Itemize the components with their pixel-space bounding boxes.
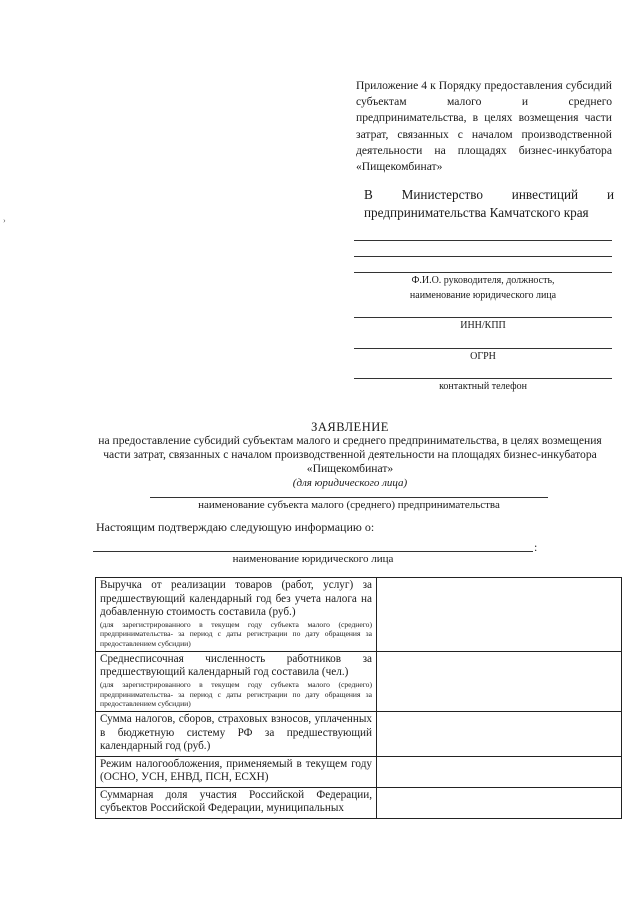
- legal-entity-line[interactable]: [93, 551, 533, 552]
- phone-line[interactable]: [354, 378, 612, 379]
- statement-block: [78, 420, 622, 490]
- table-row: [96, 712, 622, 757]
- answer-cell-revenue[interactable]: [377, 578, 622, 652]
- statement-title: ЗАЯВЛЕНИЕ: [311, 420, 389, 434]
- head-caption: Ф.И.О. руководителя, должность,: [411, 275, 555, 286]
- question-text: Режим налогообложения, применяемый в текущем году (ОСНО, УСН, ЕНВД, ПСН, ЕСХН): [100, 757, 372, 784]
- question-note: (для зарегистрированного в текущем году субъекта малого (среднего) предпринимательства- за период с даты регистрации по дату обращения за предоставлением субсидии): [100, 679, 372, 709]
- statement-line-2: части затрат, связанных с началом производственной деятельности на площадях бизнес-инкубатора: [103, 448, 597, 461]
- margin-mark: ›: [3, 216, 6, 225]
- statement-line-3: «Пищекомбинат»: [306, 462, 394, 475]
- question-note: (для зарегистрированного в текущем году субъекта малого (среднего) предпринимательства- за период с даты регистрации по дату обращения за предоставлением субсидии): [100, 619, 372, 649]
- answer-cell-tax-regime[interactable]: [377, 756, 622, 787]
- question-text: Суммарная доля участия Российской Федерации, субъектов Российской Федерации, муниципальных: [100, 788, 372, 815]
- table-row: [96, 578, 622, 652]
- ogrn-line[interactable]: [354, 348, 612, 349]
- ogrn-caption: ОГРН: [470, 351, 496, 362]
- question-cell: [96, 651, 377, 711]
- annex-header: Приложение 4 к Порядку предоставления субсидий субъектам малого и среднего предпринимательства, в целях возмещения части затрат, связанных с началом производственной деятельности на площадях бизнес-инкубатора «Пищекомбинат»: [356, 79, 612, 174]
- question-cell: [96, 756, 377, 787]
- table-row: [96, 756, 622, 787]
- question-cell: [96, 712, 377, 757]
- subject-caption: наименование субъекта малого (среднего) предпринимательства: [198, 499, 500, 511]
- applicant-line-3[interactable]: [354, 272, 612, 273]
- inn-line[interactable]: [354, 317, 612, 318]
- statement-line-1: на предоставление субсидий субъектам малого и среднего предпринимательства, в целях возмещения: [98, 434, 602, 447]
- question-text: Выручка от реализации товаров (работ, услуг) за предшествующий календарный год без учета налога на добавленную стоимость составила (руб.): [100, 579, 372, 618]
- answer-cell-headcount[interactable]: [377, 651, 622, 711]
- legal-entity-caption: наименование юридического лица: [232, 553, 394, 565]
- question-cell: [96, 787, 377, 818]
- info-table: [95, 577, 622, 819]
- statement-note: (для юридического лица): [292, 477, 408, 489]
- answer-cell-state-share[interactable]: [377, 787, 622, 818]
- table-row: [96, 651, 622, 711]
- answer-cell-taxes[interactable]: [377, 712, 622, 757]
- subject-name-line[interactable]: [150, 497, 548, 498]
- inn-caption: ИНН/КПП: [460, 320, 506, 331]
- question-text: Сумма налогов, сборов, страховых взносов, уплаченных в бюджетную систему РФ за предшествующий календарный год (руб.): [100, 713, 372, 753]
- applicant-line-2[interactable]: [354, 256, 612, 257]
- colon: :: [534, 540, 538, 554]
- org-caption: наименование юридического лица: [409, 290, 557, 301]
- phone-caption: контактный телефон: [439, 381, 527, 392]
- question-text: Среднесписочная численность работников за предшествующий календарный год составила (чел.): [100, 652, 372, 679]
- applicant-line-1[interactable]: [354, 240, 612, 241]
- recipient-block: В Министерство инвестиций и предпринимательства Камчатского края: [364, 187, 614, 220]
- table-row: [96, 787, 622, 818]
- question-cell: [96, 578, 377, 652]
- confirm-text: Настоящим подтверждаю следующую информацию о:: [96, 520, 375, 534]
